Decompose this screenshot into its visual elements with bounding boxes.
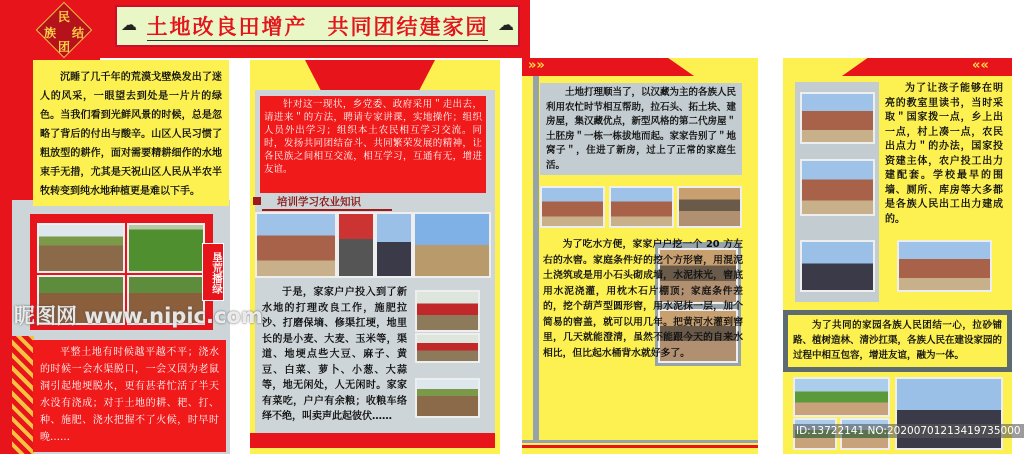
- panel1-problem-box: [33, 340, 226, 452]
- tractor-photo: [415, 333, 480, 363]
- panel4-unity-frame: [783, 310, 1012, 372]
- title-right: 共同团结建家园: [327, 14, 489, 39]
- training-heading: 培训学习农业知识: [277, 196, 361, 208]
- field-photo: [127, 223, 205, 273]
- school-photo: [800, 92, 875, 144]
- panel4-unity-box: [788, 315, 1007, 367]
- training-photo: [375, 212, 413, 278]
- school-photo: [800, 240, 875, 292]
- panel3-house-box: [540, 83, 742, 175]
- panel3-bottom-line: [522, 440, 758, 443]
- section-marker: [253, 197, 261, 205]
- chevron-icon: »»: [528, 58, 545, 73]
- panel4-school-text: 为了让孩子能够在明亮的教室里读书，当时采取＂国家拨一点，乡上出一点，村上凑一点，农民出点力＂的办法，国家投资建主体，农户投工出力建配套。学校最早的围墙、厕所、库房等大多都是各族人民出工出力建成的。: [885, 83, 1003, 225]
- panel3-side-bar: [533, 76, 539, 441]
- panel1-intro-text: 沉睡了几千年的荒漠戈壁焕发出了迷人的风采，一眼望去到处是一片片的绿色。当我们看到光鲜风景的时候，总是忽略了背后的付出与酸辛。山区人民习惯了粗放型的耕作，面对需要精耕细作的水地束手无措，尤其是天祝山区人民从半农半牧转变到纯水地种植更是难以下手。: [40, 72, 222, 197]
- title-underline: [147, 40, 488, 41]
- panel2-work-text: 于是，家家户户投入到了新水地的打理改良工作，施肥拉沙、打磨保墒、修渠扛埂，地里长的是小麦、大麦、玉米等，渠道、地埂点些大豆、麻子、黄豆、白菜、萝卜、小葱、大蒜等，地无闲处，人无闲时。家家有菜吃，户户有余粮；收粮车络绎不绝，叫卖声此起彼伏……: [262, 287, 407, 422]
- panel2-bottom-bar: [250, 433, 495, 448]
- panel4-school-box: [885, 82, 1003, 227]
- training-photo: [413, 212, 491, 278]
- heading-underline: [262, 209, 392, 211]
- badge-char: 民: [58, 10, 71, 24]
- cloud-icon: ☁: [498, 15, 514, 34]
- photo-label: 垦荒播绿: [202, 243, 224, 301]
- panel3-red-header: [522, 58, 694, 76]
- badge-char: 结: [72, 26, 85, 40]
- title-left: 土地改良田增产: [146, 14, 308, 39]
- tractor-photo: [415, 378, 480, 418]
- watermark-id: ID:13722141 NO:20200701213419735000: [793, 424, 1024, 438]
- cloud-icon: ☁: [121, 15, 137, 34]
- tractor-photo: [415, 290, 480, 332]
- panel3-house-text: 土地打理顺当了，以汉藏为主的各族人民利用农忙时节相互帮助，拉石头、拓土块、建房屋，集汉藏优点，新型风格的第二代房屋＂土胚房＂一栋一栋拔地而起。家家告别了＂地窝子＂，住进了新房，过上了正常的家庭生活。: [546, 87, 737, 171]
- panel3-bottom-red: [522, 445, 758, 448]
- crowd-photo: [895, 377, 1003, 450]
- panel1-intro-box: [33, 60, 229, 206]
- training-photo: [255, 212, 337, 278]
- house-photo: [609, 186, 674, 228]
- panel2-red-tab: [305, 60, 435, 90]
- school-photo: [897, 240, 992, 292]
- house-photo: [540, 186, 605, 228]
- panel2-measure-text: 针对这一现状，乡党委、政府采用＂走出去，请进来＂的方法，聘请专家讲课，实地操作；组织人员外出学习；组织本土农民相互学习交流。同时，发扬共同团结奋斗、共同繁荣发展的精神，让各民族之间相互交流，相互学习，互通有无，增进友谊。: [264, 99, 482, 175]
- panel3-water-box: [543, 237, 743, 361]
- panel1-problem-text: 平整土地有时候越平越不平；浇水的时候一会水渠脱口，一会又因为老鼠洞引起地埂脱水，更有甚者忙活了半天水没有浇成；对于土地的耕、耙、打、种、施肥、浇水把握不了火候，时早时晚……: [40, 347, 219, 443]
- panel4-unity-text: 为了共同的家园各族人民团结一心，拉砂铺路、植树造林、清沙扛渠，各族人民在建设家园的过程中相互包容，增进友谊，融为一体。: [793, 320, 1003, 361]
- field-photo: [37, 223, 125, 273]
- road-photo: [793, 377, 890, 417]
- chevron-icon: ««: [972, 58, 989, 73]
- house-photo: [677, 186, 742, 228]
- panel2-measure-box: [260, 96, 486, 193]
- title-banner: [115, 5, 520, 47]
- school-photo: [800, 159, 875, 216]
- training-photo: [337, 212, 375, 278]
- zigzag-strip: [12, 336, 34, 454]
- watermark-site: 昵图网 www.nipic.com: [14, 304, 263, 328]
- badge-char: 团: [58, 40, 71, 54]
- badge-char: 族: [44, 26, 57, 40]
- panel2-work-box: [262, 285, 407, 425]
- panel3-water-text: 为了吃水方便，家家户户挖一个 20 方左右的水窖。家庭条件好的挖个方形窖，用混泥土浇筑或是用小石头砌成墙，水泥抹光，窖底用水泥浇灌，用枕木石片棚顶；家庭条件差的，挖个葫芦型圆形窖，用水泥抹一层，加个简易的窖盖，就可以用几年。把黄河水灌到窖里，几天就能澄清，虽然不能跟今天的自来水相比，但比起水桶背水就好多了。: [543, 239, 743, 359]
